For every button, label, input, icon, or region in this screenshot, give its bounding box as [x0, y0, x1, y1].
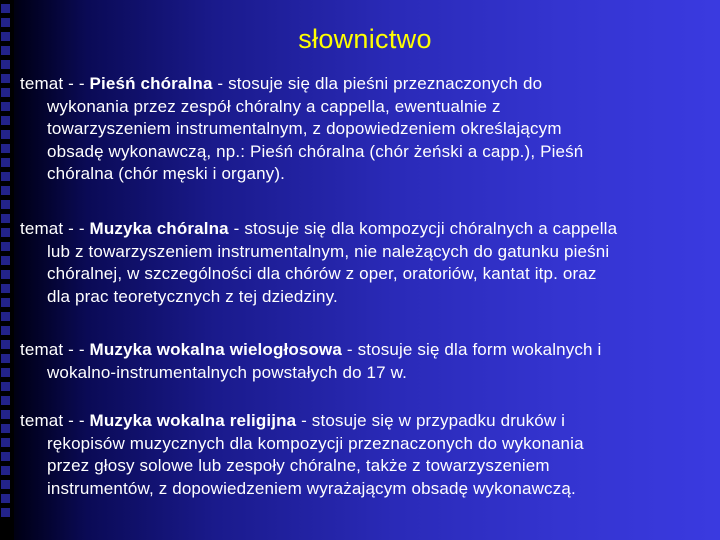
decorative-square: [1, 396, 10, 405]
decorative-square: [1, 368, 10, 377]
entry-muzyka-wokalna-religijna: [20, 410, 720, 500]
entry-muzyka-choralna: [20, 218, 720, 308]
entry-line: chóralnej, w szczególności dla chórów z oper, oratoriów, kantat itp. oraz: [47, 264, 597, 283]
decorative-square: [1, 228, 10, 237]
entry-prefix: temat - -: [20, 74, 90, 93]
entry-line: przez głosy solowe lub zespoły chóralne, także z towarzyszeniem: [47, 456, 550, 475]
entry-first-line: [20, 73, 720, 96]
decorative-square: [1, 256, 10, 265]
entry-term: Pieśń chóralna: [89, 74, 213, 93]
decorative-square: [1, 382, 10, 391]
decorative-square: [1, 494, 10, 503]
entry-line: wykonania przez zespół chóralny a cappella, ewentualnie z: [47, 96, 501, 116]
entry-line: chóralna (chór męski i organy).: [47, 164, 286, 183]
entry-prefix: temat - -: [20, 411, 90, 430]
entry-line: wokalno-instrumentalnych powstałych do 17 w.: [47, 362, 408, 382]
decorative-square: [1, 480, 10, 489]
slide-title: słownictwo: [298, 24, 432, 54]
decorative-square: [1, 88, 10, 97]
entry-prefix: temat - -: [20, 219, 90, 238]
decorative-square: [1, 214, 10, 223]
decorative-square: [1, 354, 10, 363]
entry-piesn-choralna: [20, 73, 720, 186]
decorative-square: [1, 158, 10, 167]
decorative-square: [1, 326, 10, 335]
decorative-square: [1, 410, 10, 419]
entry-text: - stosuje się dla form wokalnych i: [342, 340, 602, 359]
decorative-square: [1, 424, 10, 433]
decorative-square: [1, 74, 10, 83]
decorative-square: [1, 284, 10, 293]
decorative-left-strip: [0, 0, 14, 540]
entry-muzyka-wokalna-wieloglosowa: [20, 339, 720, 384]
entry-first-line: [20, 339, 720, 362]
decorative-square: [1, 298, 10, 307]
entry-term: Muzyka chóralna: [89, 219, 229, 238]
decorative-square: [1, 270, 10, 279]
decorative-square: [1, 4, 10, 13]
entry-line: rękopisów muzycznych dla kompozycji przeznaczonych do wykonania: [47, 433, 584, 453]
decorative-square: [1, 340, 10, 349]
decorative-square: [1, 102, 10, 111]
decorative-square: [1, 452, 10, 461]
entry-first-line: [20, 218, 720, 241]
decorative-square: [1, 130, 10, 139]
entry-text: - stosuje się dla pieśni przeznaczonych do: [212, 74, 543, 93]
entry-line: towarzyszeniem instrumentalnym, z dopowiedzeniem określającym: [47, 119, 562, 138]
entry-term: Muzyka wokalna wielogłosowa: [89, 340, 343, 359]
decorative-square: [1, 312, 10, 321]
decorative-square: [1, 144, 10, 153]
decorative-square: [1, 242, 10, 251]
entry-line: obsadę wykonawczą, np.: Pieśń chóralna (chór żeński a capp.), Pieśń: [47, 141, 584, 161]
entry-line: instrumentów, z dopowiedzeniem wyrażającym obsadę wykonawczą.: [47, 478, 576, 498]
entry-line: dla prac teoretycznych z tej dziedziny.: [47, 286, 338, 306]
entry-text: - stosuje się w przypadku druków i: [296, 411, 566, 430]
decorative-square: [1, 438, 10, 447]
decorative-square: [1, 508, 10, 517]
decorative-square: [1, 186, 10, 195]
decorative-square: [1, 466, 10, 475]
decorative-square: [1, 172, 10, 181]
entry-line: lub z towarzyszeniem instrumentalnym, nie należących do gatunku pieśni: [47, 241, 610, 261]
entry-term: Muzyka wokalna religijna: [89, 411, 297, 430]
decorative-square: [1, 116, 10, 125]
decorative-square: [1, 200, 10, 209]
entry-text: - stosuje się dla kompozycji chóralnych a cappella: [228, 219, 618, 238]
decorative-square: [1, 60, 10, 69]
entry-first-line: [20, 410, 720, 433]
entry-prefix: temat - -: [20, 340, 90, 359]
